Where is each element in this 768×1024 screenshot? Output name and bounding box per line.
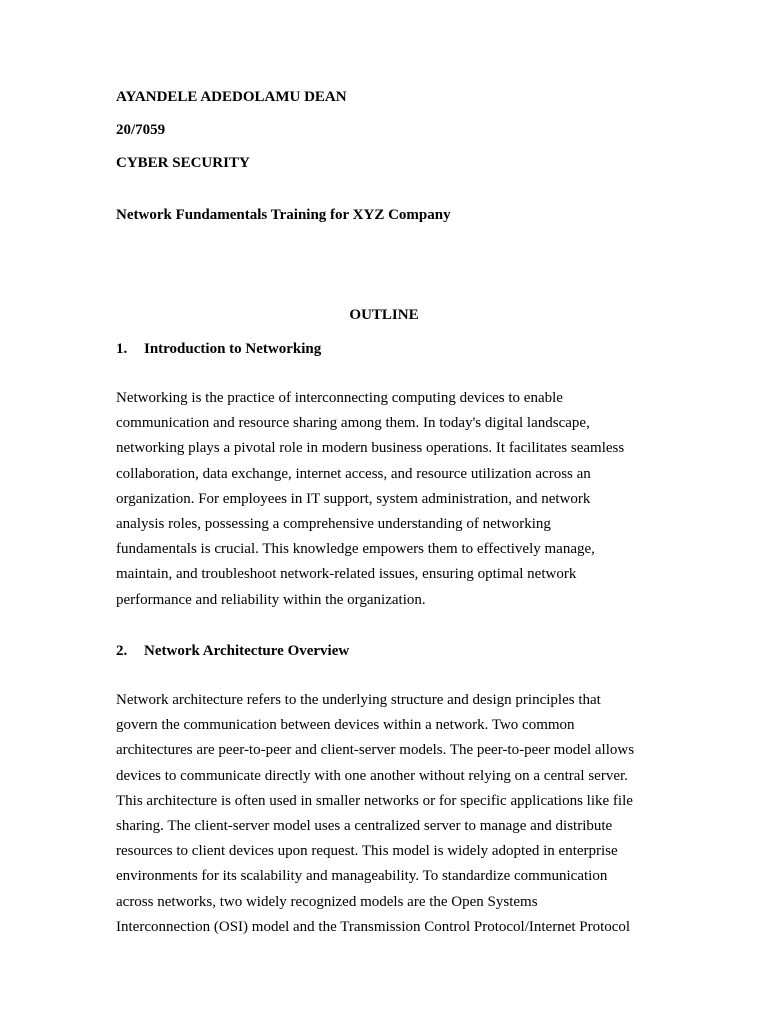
paragraph-line: across networks, two widely recognized models are the Open Systems — [116, 893, 538, 910]
section-1-paragraph — [116, 386, 661, 613]
outline-heading: OUTLINE — [349, 307, 419, 323]
paragraph-line: communication and resource sharing among them. In today's digital landscape, — [116, 415, 590, 432]
section-1-title: Introduction to Networking — [144, 341, 322, 357]
section-2-number: 2. — [116, 643, 128, 659]
paragraph-line: analysis roles, possessing a comprehensive understanding of networking — [116, 516, 551, 533]
paragraph-line: architectures are peer-to-peer and client-server models. The peer-to-peer model allows — [116, 742, 635, 759]
section-2-paragraph — [116, 688, 661, 940]
paragraph-line: resources to client devices upon request. This model is widely adopted in enterprise — [116, 843, 618, 860]
paragraph-line: Network architecture refers to the underlying structure and design principles that — [116, 692, 601, 708]
department: CYBER SECURITY — [116, 155, 250, 171]
paragraph-line: networking plays a pivotal role in modern business operations. It facilitates seamless — [116, 440, 625, 457]
author-name: AYANDELE ADEDOLAMU DEAN — [116, 89, 347, 105]
paragraph-line: maintain, and troubleshoot network-related issues, ensuring optimal network — [116, 566, 577, 583]
paragraph-line: fundamentals is crucial. This knowledge empowers them to effectively manage, — [116, 541, 595, 558]
section-2-heading — [116, 642, 349, 660]
section-1-heading — [116, 340, 321, 358]
paragraph-line: govern the communication between devices within a network. Two common — [116, 717, 575, 734]
document-title: Network Fundamentals Training for XYZ Company — [116, 207, 451, 223]
paragraph-line: performance and reliability within the organization. — [116, 591, 426, 608]
paragraph-line: sharing. The client-server model uses a centralized server to manage and distribute — [116, 818, 613, 835]
student-id: 20/7059 — [116, 122, 166, 138]
paragraph-line: Interconnection (OSI) model and the Transmission Control Protocol/Internet Protocol — [116, 918, 631, 935]
section-1-number: 1. — [116, 341, 128, 357]
paragraph-line: Networking is the practice of interconnecting computing devices to enable — [116, 390, 563, 406]
paragraph-line: collaboration, data exchange, internet access, and resource utilization across an — [116, 465, 591, 482]
paragraph-line: organization. For employees in IT support, system administration, and network — [116, 490, 591, 507]
section-2-title: Network Architecture Overview — [144, 643, 350, 659]
paragraph-line: environments for its scalability and manageability. To standardize communication — [116, 868, 608, 885]
paragraph-line: devices to communicate directly with one another without relying on a central server. — [116, 767, 628, 784]
paragraph-line: This architecture is often used in smaller networks or for specific applications like file — [116, 792, 633, 809]
